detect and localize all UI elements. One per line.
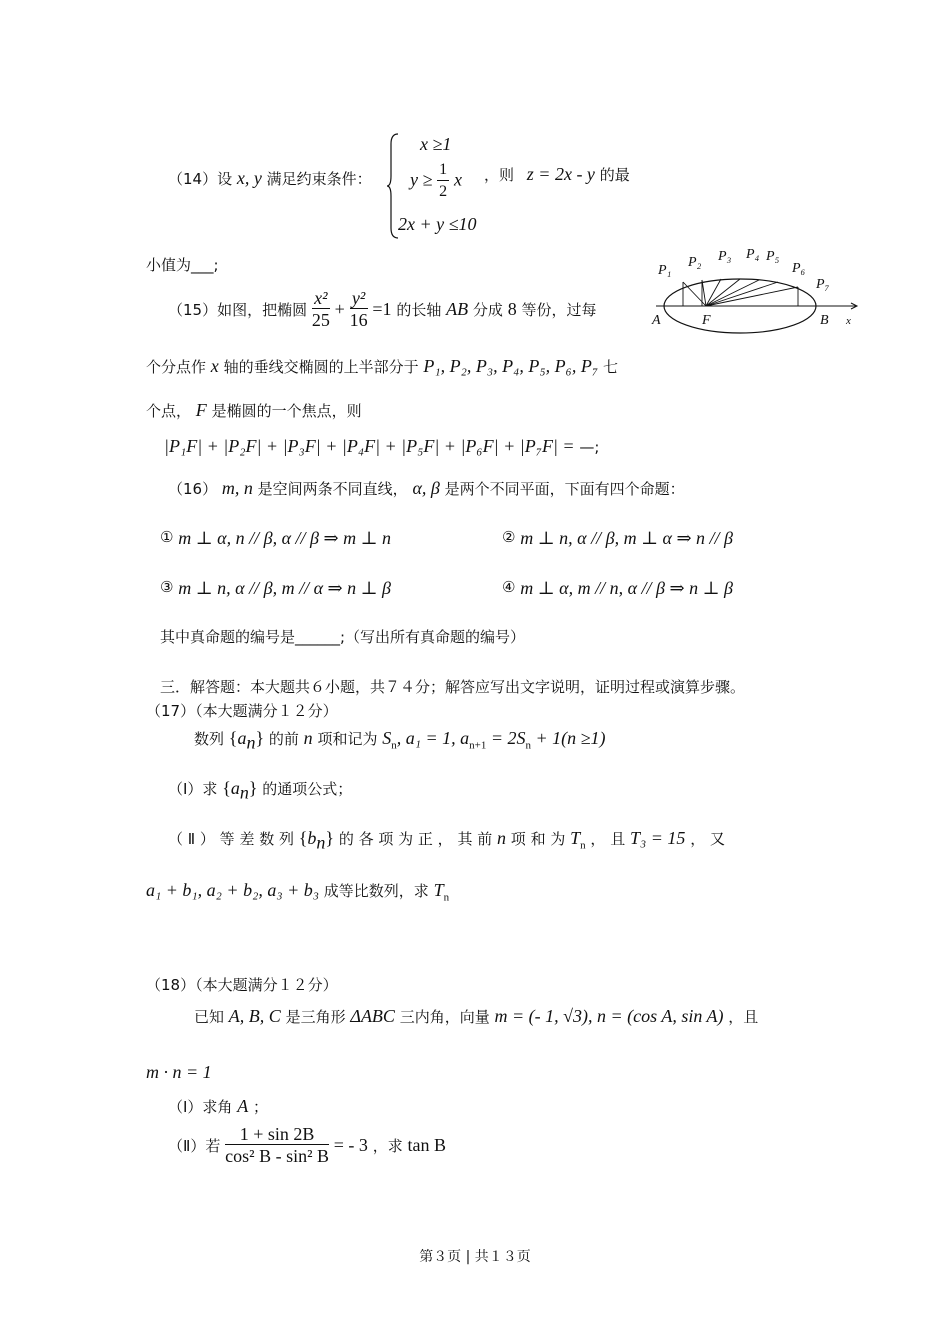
q16-answer: 其中真命题的编号是______;（写出所有真命题的编号） <box>160 628 526 646</box>
fig-p7: P₇ <box>816 277 830 292</box>
q14-label: （14）设 <box>168 170 233 188</box>
q14-vars: x, y <box>236 168 262 188</box>
q14-line2: 小值为___; <box>146 256 219 274</box>
q18-p2b: = - 3 <box>333 1135 368 1155</box>
q15-line3 <box>146 400 362 421</box>
fig-p1: P₁ <box>658 263 672 278</box>
q16-c1-mark: ① <box>160 528 174 546</box>
q17-a1: , a₁ = 1, a <box>396 728 470 748</box>
q14-mid: 满足约束条件： <box>266 170 372 188</box>
q17-l1a: 数列 <box>194 730 225 748</box>
fig-f: F <box>702 313 711 328</box>
fig-b: B <box>820 313 829 328</box>
q16-c2 <box>502 528 733 549</box>
q16-c3 <box>160 578 391 599</box>
q16-c1-text: m ⊥ α, n // β, α // β ⇒ m ⊥ n <box>178 528 391 548</box>
q17-part1: （Ⅰ）求 $\{a_n\}$ 的通项公式； <box>168 778 353 803</box>
q15-l2a: 个分点作 <box>146 358 207 376</box>
q16-c3-text: m ⊥ n, α // β, m // α ⇒ n ⊥ β <box>178 578 391 598</box>
q17-p1b: 的通项公式； <box>262 780 353 798</box>
q15-x: x <box>210 356 219 376</box>
q16-ab: α, β <box>412 478 440 498</box>
fig-p2: P₂ <box>688 255 702 270</box>
q15-ab: AB <box>446 299 469 319</box>
q17-label: （17）（本大题满分１２分） <box>146 702 338 720</box>
q16-c2-mark: ② <box>502 528 516 546</box>
q17-n2: n <box>497 828 507 848</box>
ellipse-diagram <box>648 244 864 334</box>
q18-p1a: （Ⅰ）求角 <box>168 1098 233 1116</box>
q14-c2-right: x <box>453 169 462 190</box>
q16-c2-text: m ⊥ n, α // β, m ⊥ α ⇒ n // β <box>520 528 733 548</box>
q15-l3b: 是椭圆的一个焦点，则 <box>211 402 362 420</box>
q15-t2: 分成 <box>472 301 503 319</box>
q15-seven: 七 <box>602 358 618 376</box>
fig-p5: P₅ <box>766 249 780 264</box>
q17-line3: a₁ + b₁, a₂ + b₂, a₃ + b₃ 成等比数列，求 $T_n$ <box>146 880 450 904</box>
q14-c1: x ≥1 <box>420 134 452 154</box>
q14-c2 <box>410 160 462 203</box>
q14-then: ，则 <box>484 166 515 184</box>
page-footer: 第３页 | 共１３页 <box>419 1249 531 1265</box>
q17-l1b: 的前 <box>268 730 299 748</box>
q15-t3: 等份，过每 <box>521 301 597 319</box>
q15-fx-den: 25 <box>311 310 330 330</box>
fig-a: A <box>652 313 661 328</box>
q15-eq: =1 <box>372 299 392 319</box>
fig-p6: P₆ <box>792 261 806 276</box>
q15-f: F <box>195 400 207 420</box>
q17-line1: 数列 $\{a_n\}$ 的前 n 项和记为 $S_n$, a₁ = 1, $a_{n+1} = 2S_n + 1(n \ge 1)$ <box>194 728 606 753</box>
fig-x: x <box>846 315 851 327</box>
q17-l1c: 项和记为 <box>317 730 378 748</box>
q17-l3c: T <box>433 880 444 900</box>
q17-p2a: （ Ⅱ ） 等 差 数 列 <box>168 830 294 848</box>
q16-t2: 是两个不同平面，下面有四个命题： <box>444 480 685 498</box>
q14-line1 <box>168 168 372 189</box>
q15-line2 <box>146 356 618 377</box>
q16-c4 <box>502 578 733 599</box>
q14-tail <box>484 164 630 185</box>
q18-p1b: A <box>237 1096 249 1116</box>
q18-l1c: 三内角，向量 <box>399 1008 490 1026</box>
q15-plus: + <box>334 299 345 319</box>
q18-line1 <box>194 1006 758 1027</box>
q16-c4-mark: ④ <box>502 578 516 596</box>
ellipse-figure <box>648 244 864 334</box>
fig-p4: P₄ <box>746 247 760 262</box>
q15-fy-den: 16 <box>349 310 368 330</box>
q17-bn: b <box>307 828 317 848</box>
q17-2sn: = 2S <box>486 728 526 748</box>
q16-t1: 是空间两条不同直线， <box>257 480 408 498</box>
q14-c2-left: y ≥ <box>410 169 433 190</box>
q17-p2e: ， 又 <box>690 830 725 848</box>
q16-c1 <box>160 528 391 549</box>
q14-tail-text: 的最 <box>599 166 630 184</box>
q17-l3: a₁ + b₁, a₂ + b₂, a₃ + b₃ <box>146 880 319 900</box>
q18-part2 <box>168 1124 446 1167</box>
q17-part2: （ Ⅱ ） 等 差 数 列 $\{b_n\}$ 的 各 项 为 正 ， 其 前 n 项 和 为 $T_n$ ， 且 T₃ = 15 ， 又 <box>168 828 725 853</box>
q17-p2b: 的 各 项 为 正 ， 其 前 <box>338 830 493 848</box>
q17-p2c: 项 和 为 <box>510 830 566 848</box>
q18-abc: A, B, C <box>228 1006 281 1026</box>
q16-mn: m, n <box>221 478 253 498</box>
q16-c4-text: m ⊥ α, m // n, α // β ⇒ n ⊥ β <box>520 578 733 598</box>
q18-p2-den: cos² B - sin² B <box>225 1146 329 1166</box>
q18-p2-num: 1 + sin 2B <box>225 1124 329 1145</box>
q18-p2c: ，求 <box>372 1137 403 1155</box>
q18-part1 <box>168 1096 268 1117</box>
q15-sum-tail: —; <box>579 438 600 456</box>
q18-vec: m = (- 1, √3), n = (cos A, sin A) <box>494 1006 724 1026</box>
q17-n: n <box>303 728 313 748</box>
q16-line1 <box>168 478 685 499</box>
q18-tri: ΔABC <box>350 1006 395 1026</box>
q17-t3: T₃ = 15 <box>629 828 686 848</box>
q15-fy-num: y² <box>350 288 368 309</box>
q15-l2b: 轴的垂线交椭圆的上半部分于 <box>223 358 419 376</box>
q15-fx-num: x² <box>312 288 330 309</box>
q17-p1a: （Ⅰ）求 <box>168 780 218 798</box>
q17-rest: + 1(n ≥1) <box>531 728 606 748</box>
q18-label: （18）（本大题满分１２分） <box>146 976 338 994</box>
q14-c2-num: 1 <box>437 160 449 181</box>
q15-points: P₁, P₂, P₃, P₄, P₅, P₆, P₇ <box>423 356 599 376</box>
q18-l1b: 是三角形 <box>285 1008 346 1026</box>
q16-c3-mark: ③ <box>160 578 174 596</box>
section3-heading: 三．解答题：本大题共６小题，共７４分；解答应写出文字说明，证明过程或演算步骤。 <box>160 678 746 696</box>
q17-sn: S <box>382 728 392 748</box>
q15-label: （15）如图，把椭圆 <box>168 301 308 319</box>
q17-l3b: 成等比数列，求 <box>323 882 429 900</box>
q18-line2: m · n = 1 <box>146 1062 212 1082</box>
q18-p2a: （Ⅱ）若 <box>168 1137 221 1155</box>
q15-l3a: 个点， <box>146 402 192 420</box>
q15-t1: 的长轴 <box>396 301 442 319</box>
q15-sum-line <box>164 436 599 457</box>
q16-label: （16） <box>168 480 218 498</box>
q15-n8: 8 <box>507 299 517 319</box>
q17-an: a <box>237 728 247 748</box>
fig-p3: P₃ <box>718 249 732 264</box>
q14-c2-den: 2 <box>439 183 448 200</box>
q17-p2d: ， 且 <box>590 830 626 848</box>
q14-expr: z = 2x - y <box>526 164 595 184</box>
q14-c3: 2x + y ≤10 <box>398 214 477 234</box>
q18-l1d: ，且 <box>728 1008 759 1026</box>
q15-sum: |P₁F| + |P₂F| + |P₃F| + |P₄F| + |P₅F| + |P₆F| + |P₇F| = <box>164 436 575 456</box>
q18-p2d: tan B <box>407 1135 446 1155</box>
q18-l1a: 已知 <box>194 1008 225 1026</box>
q15-line1 <box>168 288 596 331</box>
q18-p1c: ； <box>253 1098 269 1116</box>
q17-tn: T <box>570 828 581 848</box>
